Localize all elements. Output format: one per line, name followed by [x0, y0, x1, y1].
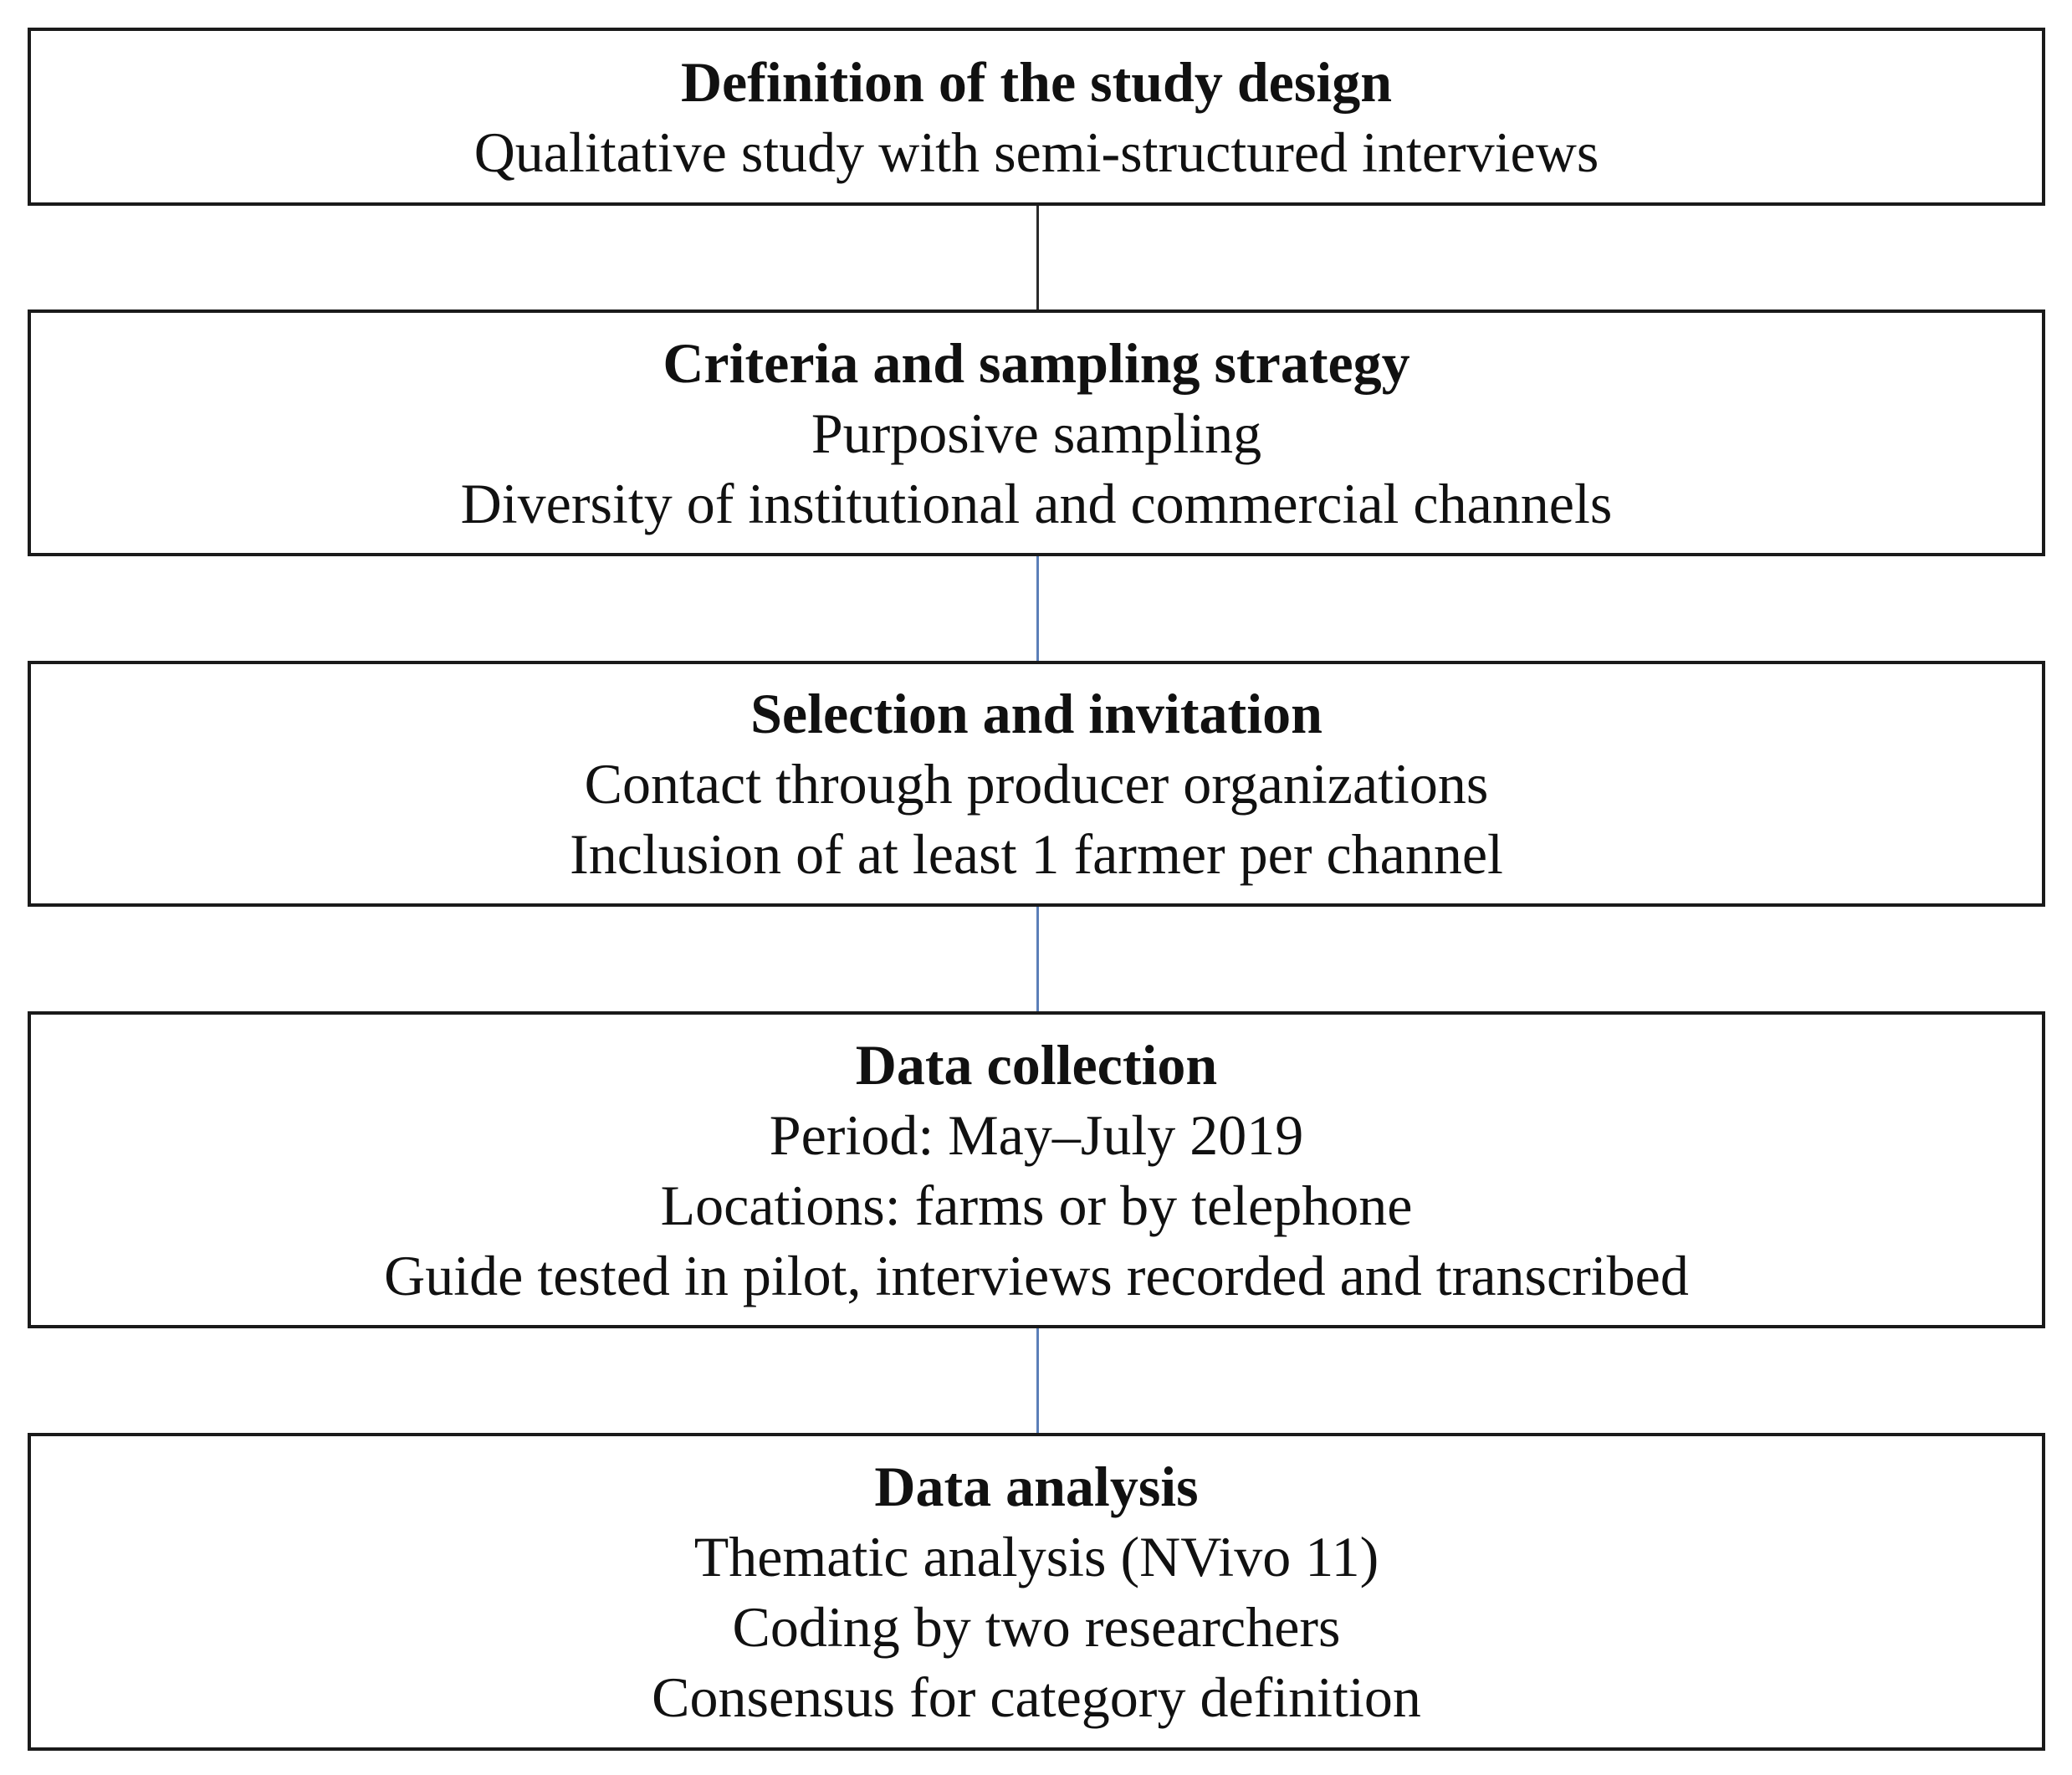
connector-line	[1036, 206, 1039, 309]
step-box-study-design	[28, 28, 2045, 206]
step-detail: Period: May–July 2019	[769, 1102, 1304, 1167]
step-detail: Purposive sampling	[811, 401, 1262, 465]
connector-line	[1036, 1328, 1039, 1433]
connector-line	[1036, 556, 1039, 661]
step-title: Definition of the study design	[680, 49, 1393, 114]
step-detail: Contact through producer organizations	[584, 752, 1489, 816]
step-box-data-analysis	[28, 1433, 2045, 1751]
step-title: Data collection	[855, 1032, 1218, 1097]
step-detail: Qualitative study with semi-structured interviews	[473, 120, 1599, 184]
step-box-selection-invitation	[28, 661, 2045, 907]
step-detail: Consensus for category definition	[652, 1665, 1421, 1729]
step-detail: Locations: farms or by telephone	[660, 1173, 1413, 1237]
step-detail: Inclusion of at least 1 farmer per channel	[570, 822, 1503, 886]
step-box-data-collection	[28, 1011, 2045, 1328]
step-detail: Guide tested in pilot, interviews recorded and transcribed	[384, 1243, 1689, 1307]
step-title: Criteria and sampling strategy	[663, 330, 1410, 395]
step-title: Selection and invitation	[750, 682, 1322, 745]
step-box-sampling-strategy	[28, 309, 2045, 556]
step-detail: Thematic analysis (NVivo 11)	[693, 1525, 1379, 1588]
step-detail: Coding by two researchers	[732, 1595, 1341, 1659]
connector-line	[1036, 907, 1039, 1011]
step-title: Data analysis	[874, 1455, 1199, 1518]
step-detail: Diversity of institutional and commercial channels	[460, 471, 1613, 535]
